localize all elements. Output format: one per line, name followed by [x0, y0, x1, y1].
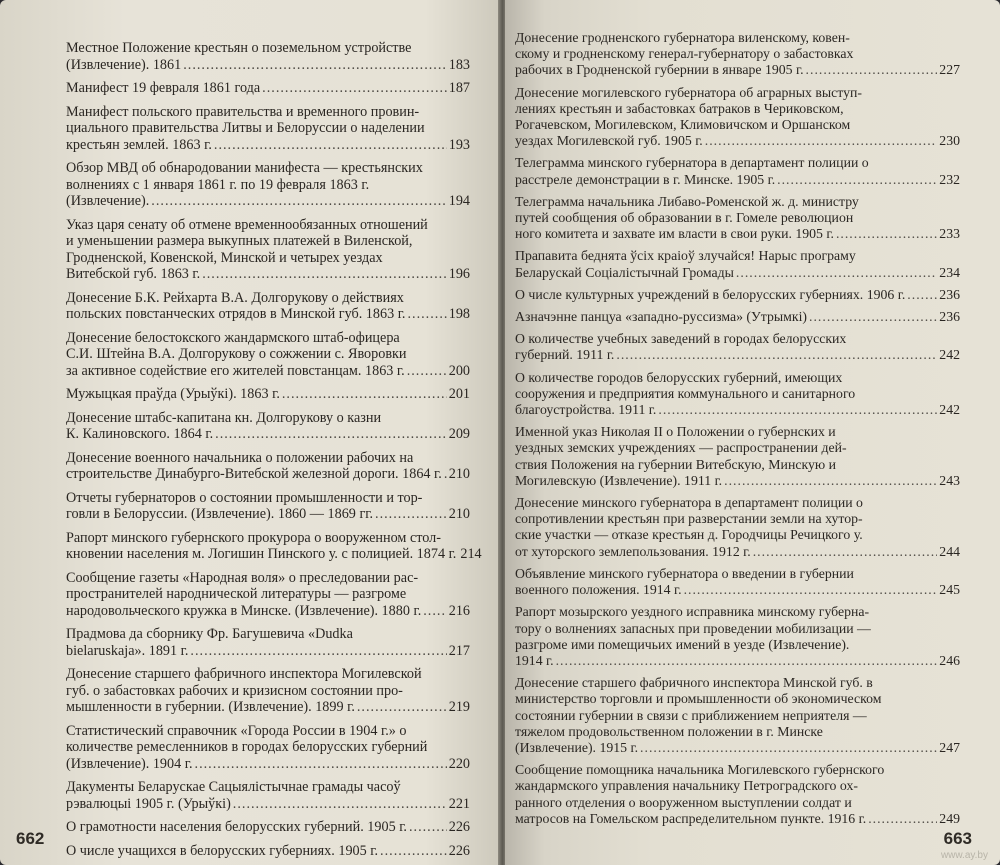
toc-entry-line: Донесение гродненского губернатора виленскому, ковен- [515, 30, 850, 45]
toc-entry-last-line [66, 137, 470, 154]
toc-page-number: 187 [448, 80, 470, 96]
dot-leader [282, 386, 447, 403]
toc-entry [515, 30, 960, 79]
toc-entry-line: тору о волнениях запасных при проведении мобилизации — [515, 620, 871, 636]
toc-entry-text: Манифест 19 февраля 1861 года [66, 80, 261, 96]
toc-entry-text: 1914 г. [515, 652, 554, 668]
toc-page-number: 226 [448, 842, 470, 859]
toc-entry [66, 386, 470, 403]
toc-page-number: 247 [939, 739, 960, 755]
toc-entry-line: Донесение старшего фабричного инспектора Могилевской [66, 666, 422, 682]
toc-page-number: 219 [448, 699, 470, 715]
toc-page-number: 226 [448, 819, 470, 835]
toc-entry-text: рэвалюцыі 1905 г. (Урыўкі) [66, 795, 231, 812]
dot-leader [736, 265, 937, 281]
toc-entry-line: Дакументы Беларускае Сацыялістычнае грамады часоў [66, 779, 401, 795]
toc-entry [515, 762, 960, 827]
toc-page-number: 214 [460, 546, 482, 562]
toc-list-right [515, 30, 960, 827]
toc-entry-line: Донесение военного начальника о положении рабочих на [66, 449, 414, 466]
dot-leader [195, 756, 447, 773]
toc-entry [66, 490, 470, 523]
toc-entry-text: за активное содействие его жителей повстанцам. 1863 г. [66, 362, 405, 379]
toc-entry [66, 330, 470, 380]
toc-entry-line: ские участки — отказе крестьян д. Городчицы Речицкого у. [515, 527, 863, 543]
toc-entry-line: Сообщение газеты «Народная воля» о преследовании рас- [66, 569, 419, 586]
toc-entry [515, 155, 960, 187]
toc-entry [66, 666, 470, 716]
toc-page-number: 244 [939, 543, 960, 559]
toc-entry-last-line [515, 811, 960, 827]
dot-leader [375, 506, 447, 523]
toc-entry-line: сопротивлении крестьян при разверстании земли на хутор- [515, 511, 863, 527]
dot-leader [214, 137, 447, 154]
toc-entry-line: Статистический справочник «Города России в 1904 г.» о [66, 722, 407, 739]
toc-entry [515, 604, 960, 669]
toc-entry-text: О числе культурных учреждений в белорусских губерниях. 1906 г. [515, 286, 906, 302]
toc-entry-line: Прапавита беднята ўсіх краіоў злучайся! Нарыс програму [515, 248, 856, 264]
dot-leader [151, 193, 446, 210]
toc-page-number: 201 [448, 386, 470, 402]
toc-entry [515, 194, 960, 243]
toc-entry [66, 570, 470, 620]
toc-entry-line: Отчеты губернаторов о состоянии промышленности и тор- [66, 489, 423, 506]
toc-entry-line: скому и гродненскому генерал-губернатору о забастовках [515, 46, 854, 62]
toc-entry-line: Объявление минского губернатора о введении в губернии [515, 565, 854, 581]
dot-leader [409, 819, 447, 836]
dot-leader [868, 811, 937, 827]
toc-entry-line: Телеграмма минского губернатора в департамент полиции о [515, 155, 869, 171]
toc-entry-last-line [66, 426, 470, 443]
page-number-right: 663 [943, 829, 972, 848]
toc-entry-line: Донесение штабс-капитана кн. Долгорукову о казни [66, 409, 382, 426]
toc-entry-line: состоянии губернии в связи с приближением неприятеля — [515, 707, 867, 723]
dot-leader [423, 603, 446, 620]
toc-entry-text: военного положения. 1914 г. [515, 582, 682, 598]
toc-entry-text: благоустройства. 1911 г. [515, 402, 657, 418]
toc-entry-text: О грамотности населения белорусских губерний. 1905 г. [66, 819, 407, 835]
toc-page-number: 210 [448, 506, 470, 522]
dot-leader [836, 226, 937, 242]
toc-entry-last-line [515, 740, 960, 756]
toc-entry-text: Витебской губ. 1863 г. [66, 266, 201, 282]
dot-leader [753, 544, 938, 560]
dot-leader [616, 347, 937, 363]
toc-entry [66, 450, 470, 483]
toc-page-number: 210 [448, 466, 470, 482]
toc-page-number: 234 [939, 264, 960, 280]
toc-page-number: 217 [448, 642, 470, 659]
toc-page-number: 230 [939, 133, 960, 149]
toc-entry-line: Рапорт минского губернского прокурора о вооруженном стол- [66, 529, 441, 546]
dot-leader [262, 80, 447, 97]
toc-list-left [66, 40, 482, 859]
toc-entry [66, 410, 470, 443]
toc-entry-last-line [66, 756, 470, 773]
toc-entry-line: путей сообщения об образовании в г. Гомеле революцион [515, 210, 854, 226]
dot-leader [705, 133, 938, 149]
toc-entry-text: (Извлечение). 1861 [66, 56, 182, 73]
toc-page-number: 216 [448, 602, 470, 619]
toc-page-number: 236 [939, 309, 960, 325]
toc-entry-last-line [66, 80, 470, 97]
dot-leader [233, 796, 447, 813]
toc-entry-line: Рогачевском, Могилевском, Климовичском и Оршанском [515, 117, 851, 133]
dot-leader [777, 172, 937, 188]
toc-entry-last-line [66, 699, 470, 716]
toc-entry-line: и уменьшении размера выкупных платежей в Виленской, [66, 233, 413, 249]
toc-entry-line: сооружения и предприятия коммунального и санитарного [515, 385, 856, 401]
toc-entry [66, 104, 470, 154]
toc-entry-line: тяжелом продовольственном положении в г. Минске [515, 723, 823, 739]
toc-entry-last-line [66, 843, 470, 860]
toc-entry [66, 819, 470, 836]
toc-entry-text: кновении населения м. Логишин Пинского у. с полицией. 1874 г. [66, 546, 457, 562]
toc-entry-line: губ. о забастовках рабочих и кризисном состоянии про- [66, 682, 403, 699]
dot-leader [556, 653, 938, 669]
toc-page-number: 232 [939, 171, 960, 187]
toc-entry [66, 217, 470, 283]
toc-entry [66, 843, 470, 860]
toc-entry-text: от хуторского землепользования. 1912 г. [515, 543, 751, 559]
toc-entry [66, 290, 470, 323]
toc-entry-text: О числе учащихся в белорусских губерниях. 1905 г. [66, 842, 379, 859]
dot-leader [806, 62, 938, 78]
toc-entry-last-line [66, 506, 470, 523]
toc-entry-text: рабочих в Гродненской губернии в январе 1905 г. [515, 62, 804, 78]
dot-leader [380, 843, 447, 860]
toc-entry-line: Сообщение помощника начальника Могилевского губернского [515, 762, 885, 778]
toc-entry-line: волнениях с 1 января 1861 г. по 19 февраля 1863 г. [66, 176, 370, 193]
toc-entry-line: пространителей народнической литературы — разгроме [66, 586, 407, 602]
toc-entry-last-line [515, 544, 960, 560]
toc-entry-text: расстреле демонстрации в г. Минске. 1905 г. [515, 171, 776, 187]
toc-entry [515, 248, 960, 280]
toc-entry-last-line [66, 796, 470, 813]
toc-entry-last-line [66, 603, 470, 620]
toc-entry-last-line [515, 172, 960, 188]
toc-entry [66, 160, 470, 210]
toc-entry-line: лениях крестьян и забастовках батраков в Чериковском, [515, 100, 844, 116]
toc-entry-line: Указ царя сенату об отмене временнообязанных отношений [66, 216, 428, 233]
toc-page-number: 196 [448, 266, 470, 282]
toc-entry-line: Рапорт мозырского уездного исправника минскому губерна- [515, 604, 870, 620]
toc-page-number: 249 [939, 810, 960, 826]
toc-entry-last-line [66, 363, 470, 380]
toc-entry-line: жандармского управления начальнику Петроградского ох- [515, 778, 858, 794]
toc-entry-last-line [66, 546, 482, 563]
toc-entry-line: министерство торговли и промышленности об экономическом [515, 691, 882, 707]
toc-entry [515, 85, 960, 150]
toc-page-number: 233 [939, 226, 960, 242]
toc-page-number: 194 [448, 193, 470, 209]
right-page [505, 0, 1000, 865]
toc-entry [515, 309, 960, 325]
toc-entry-text: Могилевскую (Извлечение). 1911 г. [515, 472, 723, 488]
toc-entry [66, 529, 482, 563]
toc-page-number: 243 [939, 472, 960, 488]
toc-entry-last-line [515, 309, 960, 325]
toc-entry-last-line [66, 643, 470, 660]
toc-entry-line: Гродненской, Ковенской, Минской и четырех уездах [66, 249, 383, 266]
toc-entry [515, 566, 960, 598]
dot-leader [658, 402, 937, 418]
toc-entry-line: О количестве городов белорусских губерний, имеющих [515, 369, 843, 385]
toc-page-number: 227 [939, 62, 960, 78]
toc-page-number: 183 [448, 56, 470, 73]
toc-entry-line: количестве ремесленников в городах белорусских губерний [66, 739, 428, 755]
dot-leader [640, 740, 937, 756]
toc-page-number: 242 [939, 402, 960, 418]
toc-entry-text: (Извлечение). 1904 г. [66, 755, 193, 772]
toc-entry-text: народовольческого кружка в Минске. (Извлечение). 1880 г. [66, 602, 422, 619]
toc-entry-line: разгроме ими помещичьих имений в уезде (Извлечение). [515, 636, 850, 652]
dot-leader [183, 57, 447, 74]
toc-entry [66, 723, 470, 773]
toc-entry-line: Местное Положение крестьян о поземельном устройстве [66, 40, 412, 56]
page-number-left: 662 [16, 829, 45, 848]
toc-entry-last-line [515, 287, 960, 303]
toc-page-number: 193 [448, 136, 470, 153]
toc-entry-line: Донесение Б.К. Рейхарта В.А. Долгорукову о действиях [66, 289, 404, 306]
toc-entry-last-line [515, 133, 960, 149]
toc-page-number: 242 [939, 347, 960, 363]
toc-entry-line: Прадмова да сборнику Фр. Багушевича «Dudka [66, 626, 353, 642]
toc-entry-last-line [66, 57, 470, 74]
toc-entry-text: Азначэнне панцуа «западно-руссизма» (Утрымкі) [515, 309, 808, 325]
dot-leader [684, 582, 938, 598]
toc-page-number: 245 [939, 582, 960, 598]
toc-entry [515, 287, 960, 303]
toc-page-number: 200 [448, 362, 470, 379]
toc-entry-text: матросов на Гомельском распределительном пункте. 1916 г. [515, 810, 867, 826]
toc-page-number: 221 [448, 795, 470, 812]
toc-entry-line: ствия Положения на губернии Витебскую, Минскую и [515, 456, 836, 472]
dot-leader [407, 306, 446, 323]
toc-entry-last-line [66, 819, 470, 836]
toc-entry [515, 675, 960, 756]
toc-entry [515, 424, 960, 489]
toc-entry-last-line [515, 226, 960, 242]
toc-entry-line: Донесение могилевского губернатора об аграрных выступ- [515, 84, 863, 100]
toc-entry [515, 331, 960, 363]
toc-entry [66, 80, 470, 97]
toc-page-number: 246 [939, 652, 960, 668]
dot-leader [202, 266, 447, 283]
toc-entry-text: губерний. 1911 г. [515, 347, 615, 363]
toc-entry-line: О количестве учебных заведений в городах белорусских [515, 331, 847, 347]
toc-entry-last-line [66, 193, 470, 210]
toc-page-number: 209 [448, 426, 470, 442]
dot-leader [724, 473, 937, 489]
toc-entry [66, 40, 470, 73]
dot-leader [809, 309, 937, 325]
toc-page-number: 198 [448, 306, 470, 322]
dot-leader [190, 643, 446, 660]
toc-entry-last-line [515, 265, 960, 281]
toc-entry-text: крестьян землей. 1863 г. [66, 136, 212, 153]
toc-entry-line: Донесение минского губернатора в департамент полиции о [515, 495, 863, 511]
dot-leader [357, 699, 447, 716]
toc-entry-last-line [66, 466, 470, 483]
dot-leader [444, 466, 447, 483]
toc-entry-last-line [515, 402, 960, 418]
dot-leader [407, 363, 447, 380]
toc-entry [515, 370, 960, 419]
watermark: www.ay.by [940, 850, 988, 861]
toc-entry-text: Мужыцкая праўда (Урыўкі). 1863 г. [66, 386, 280, 402]
toc-entry-text: мышленности в губернии. (Извлечение). 1899 г. [66, 699, 355, 715]
toc-entry-text: ного комитета и захвате им власти в свои руки. 1905 г. [515, 226, 834, 242]
toc-entry-text: bielaruskaja». 1891 г. [66, 642, 189, 659]
toc-entry-last-line [515, 582, 960, 598]
toc-page-number: 220 [448, 755, 470, 772]
toc-entry-last-line [515, 653, 960, 669]
toc-entry-text: К. Калиновского. 1864 г. [66, 426, 214, 442]
toc-entry [66, 626, 470, 659]
toc-entry [66, 779, 470, 812]
toc-entry [515, 495, 960, 560]
toc-entry-line: Донесение старшего фабричного инспектора Минской губ. в [515, 675, 873, 691]
toc-entry-last-line [515, 347, 960, 363]
toc-entry-line: Донесение белостокского жандармского штаб-офицера [66, 329, 400, 346]
toc-entry-line: Именной указ Николая II о Положении о губернских и [515, 424, 836, 440]
toc-entry-line: уездных земских учреждениях — распространении дей- [515, 440, 847, 456]
toc-entry-text: (Извлечение). 1915 г. [515, 739, 639, 755]
toc-entry-text: польских повстанческих отрядов в Минской губ. 1863 г. [66, 306, 406, 322]
toc-entry-last-line [66, 266, 470, 283]
toc-entry-text: строительстве Динабурго-Витебской железной дороги. 1864 г. [66, 466, 442, 482]
toc-entry-text: Беларускай Соціалістычнай Громады [515, 264, 734, 280]
toc-entry-line: Обзор МВД об обнародовании манифеста — крестьянских [66, 160, 423, 176]
toc-entry-line: С.И. Штейна В.А. Долгорукову о сожжении с. Яворовки [66, 346, 407, 362]
dot-leader [215, 426, 447, 443]
toc-entry-text: говли в Белоруссии. (Извлечение). 1860 — 1869 гг. [66, 506, 374, 522]
toc-entry-last-line [66, 386, 470, 403]
toc-entry-last-line [515, 473, 960, 489]
toc-entry-line: ранного отделения о вооруженном выступлении солдат и [515, 794, 852, 810]
toc-entry-last-line [515, 62, 960, 78]
toc-entry-text: (Извлечение). [66, 193, 150, 209]
toc-entry-line: Манифест польского правительства и временного провин- [66, 103, 420, 120]
toc-entry-line: Телеграмма начальника Либаво-Роменской ж. д. министру [515, 193, 859, 209]
toc-entry-line: циального правительства Литвы и Белоруссии о наделении [66, 120, 425, 136]
dot-leader [907, 287, 937, 303]
toc-entry-last-line [66, 306, 470, 323]
toc-entry-text: уездах Могилевской губ. 1905 г. [515, 133, 703, 149]
toc-page-number: 236 [939, 286, 960, 302]
